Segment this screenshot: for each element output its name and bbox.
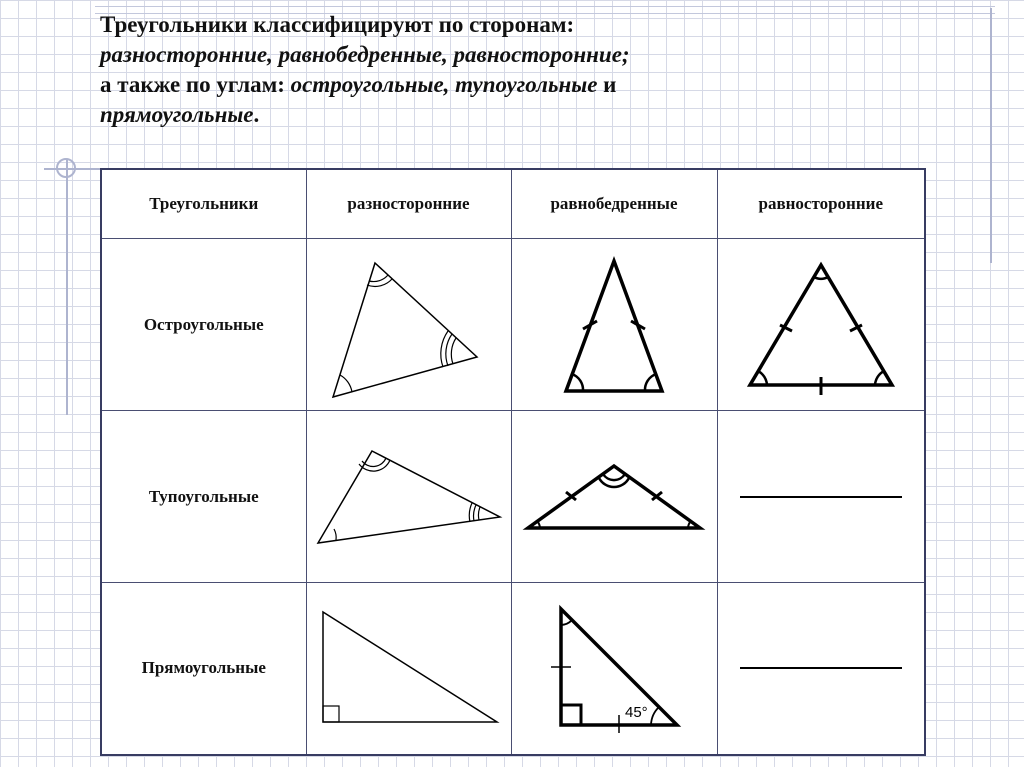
right-decorative-line — [990, 8, 992, 263]
triangle-classification-table — [100, 168, 926, 756]
cell-obtuse-isosceles — [511, 411, 717, 583]
obtuse-isosceles-triangle — [522, 460, 706, 534]
heading-line-4-text: прямоугольные — [100, 102, 254, 127]
heading-line-2: разносторонние, равнобедренные, равносторонние; — [100, 42, 630, 67]
header-scalene: разносторонние — [306, 169, 511, 239]
heading-line-3-prefix: а также по углам: — [100, 72, 291, 97]
acute-isosceles-triangle — [559, 255, 669, 395]
angle-label-45: 45° — [625, 704, 648, 722]
heading-line-3-italic: остроугольные, тупоугольные — [290, 72, 598, 97]
left-decorative-line — [66, 160, 68, 415]
row-label-right: Прямоугольные — [101, 583, 306, 755]
impossible-blank-line — [740, 496, 902, 498]
slide-heading — [100, 10, 960, 130]
cell-acute-isosceles — [511, 239, 717, 411]
right-scalene-triangle — [319, 610, 499, 726]
heading-line-1: Треугольники классифицируют по сторонам: — [100, 12, 575, 37]
row-right — [101, 583, 925, 755]
header-equilateral: равносторонние — [717, 169, 925, 239]
cell-obtuse-equilateral — [717, 411, 925, 583]
obtuse-scalene-triangle — [314, 447, 504, 547]
heading-line-3-suffix: и — [597, 72, 617, 97]
row-label-acute: Остроугольные — [101, 239, 306, 411]
row-acute — [101, 239, 925, 411]
equilateral-triangle — [746, 253, 896, 397]
header-triangles: Треугольники — [101, 169, 306, 239]
cell-right-isosceles — [511, 583, 717, 755]
cell-obtuse-scalene — [306, 411, 511, 583]
cell-right-scalene — [306, 583, 511, 755]
heading-line-3 — [100, 70, 960, 100]
header-row — [101, 169, 925, 239]
cell-right-equilateral — [717, 583, 925, 755]
decorative-circle — [56, 158, 76, 178]
row-label-obtuse: Тупоугольные — [101, 411, 306, 583]
heading-line-4 — [100, 100, 960, 130]
cell-acute-equilateral — [717, 239, 925, 411]
header-isosceles: равнобедренные — [511, 169, 717, 239]
impossible-blank-line-2 — [740, 667, 902, 669]
cell-acute-scalene — [306, 239, 511, 411]
row-obtuse — [101, 411, 925, 583]
heading-line-4-end: . — [253, 102, 260, 127]
acute-scalene-triangle — [329, 255, 489, 395]
right-isosceles-triangle — [547, 603, 681, 733]
